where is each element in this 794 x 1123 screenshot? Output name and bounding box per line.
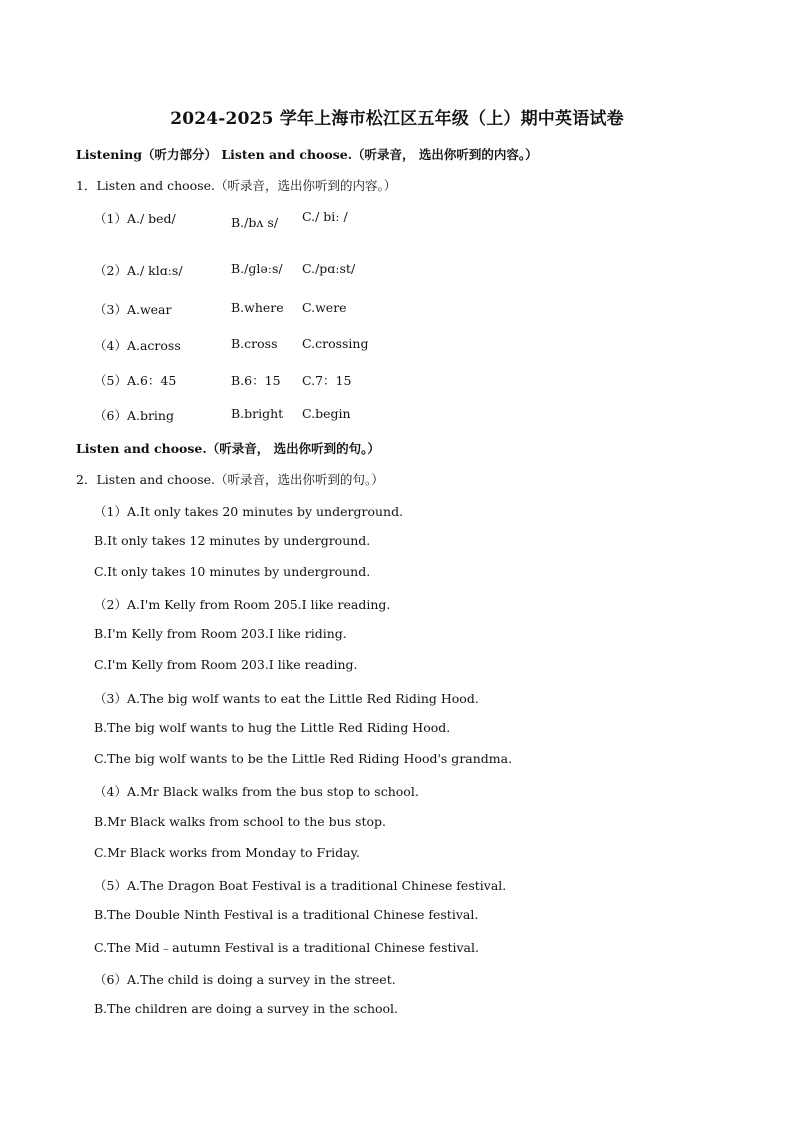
q1-row4-option-b: B.cross — [231, 336, 278, 351]
q1-row3-option-b: B.where — [231, 300, 284, 315]
q1-row3-option-c: C.were — [302, 300, 347, 315]
q1-row6-option-b: B.bright — [231, 406, 284, 421]
q2-line: C.Mr Black works from Monday to Friday. — [94, 845, 361, 860]
question-1-stem: 1．Listen and choose.（听录音，选出你听到的内容。） — [76, 178, 397, 193]
q2-line: （4）A.Mr Black walks from the bus stop to school. — [94, 784, 419, 799]
q1-row4-option-c: C.crossing — [302, 336, 369, 351]
q2-line: （2）A.I'm Kelly from Room 205.I like reading. — [94, 597, 391, 612]
q1-row6-option-a: （6）A.bring — [94, 408, 174, 423]
q2-line: C.The big wolf wants to be the Little Red Riding Hood's grandma. — [94, 751, 513, 766]
q2-line: （6）A.The child is doing a survey in the street. — [94, 972, 396, 987]
q2-line: （5）A.The Dragon Boat Festival is a traditional Chinese festival. — [94, 878, 507, 893]
q2-line: （3）A.The big wolf wants to eat the Little Red Riding Hood. — [94, 691, 479, 706]
q1-row1-option-a: （1）A./ bed/ — [94, 211, 176, 226]
q1-row5-option-c: C.7：15 — [302, 373, 352, 388]
q2-line: B.The Double Ninth Festival is a traditional Chinese festival. — [94, 907, 479, 922]
q1-row6-option-c: C.begin — [302, 406, 351, 421]
q1-row1-option-c: C./ biː / — [302, 209, 348, 224]
question-2-stem: 2．Listen and choose.（听录音，选出你听到的句。） — [76, 472, 384, 487]
q1-row1-option-b: B./bʌ s/ — [231, 215, 279, 230]
q2-line: B.I'm Kelly from Room 203.I like riding. — [94, 626, 347, 641]
q2-line: B.The children are doing a survey in the school. — [94, 1001, 399, 1016]
q2-line: （1）A.It only takes 20 minutes by underground. — [94, 504, 404, 519]
q1-row3-option-a: （3）A.wear — [94, 302, 172, 317]
q1-row5-option-a: （5）A.6：45 — [94, 373, 177, 388]
q2-line: B.Mr Black walks from school to the bus stop. — [94, 814, 386, 829]
q2-line: C.The Mid﹣autumn Festival is a traditional Chinese festival. — [94, 940, 479, 955]
q1-row4-option-a: （4）A.across — [94, 338, 181, 353]
q1-row5-option-b: B.6：15 — [231, 373, 281, 388]
q1-row2-option-b: B./ɡləːs/ — [231, 261, 283, 276]
section-heading-listening: Listening（听力部分） Listen and choose.（听录音， 选出你听到的内容。） — [76, 147, 538, 162]
q2-line: B.The big wolf wants to hug the Little Red Riding Hood. — [94, 720, 451, 735]
q2-line: B.It only takes 12 minutes by underground. — [94, 533, 371, 548]
q2-line: C.It only takes 10 minutes by underground. — [94, 564, 371, 579]
q1-row2-option-a: （2）A./ klɑːs/ — [94, 263, 183, 278]
q2-line: C.I'm Kelly from Room 203.I like reading. — [94, 657, 358, 672]
page-title: 2024-2025 学年上海市松江区五年级（上）期中英语试卷 — [170, 109, 624, 129]
section-heading-sentences: Listen and choose.（听录音， 选出你听到的句。） — [76, 441, 380, 456]
q1-row2-option-c: C./pɑːst/ — [302, 261, 356, 276]
